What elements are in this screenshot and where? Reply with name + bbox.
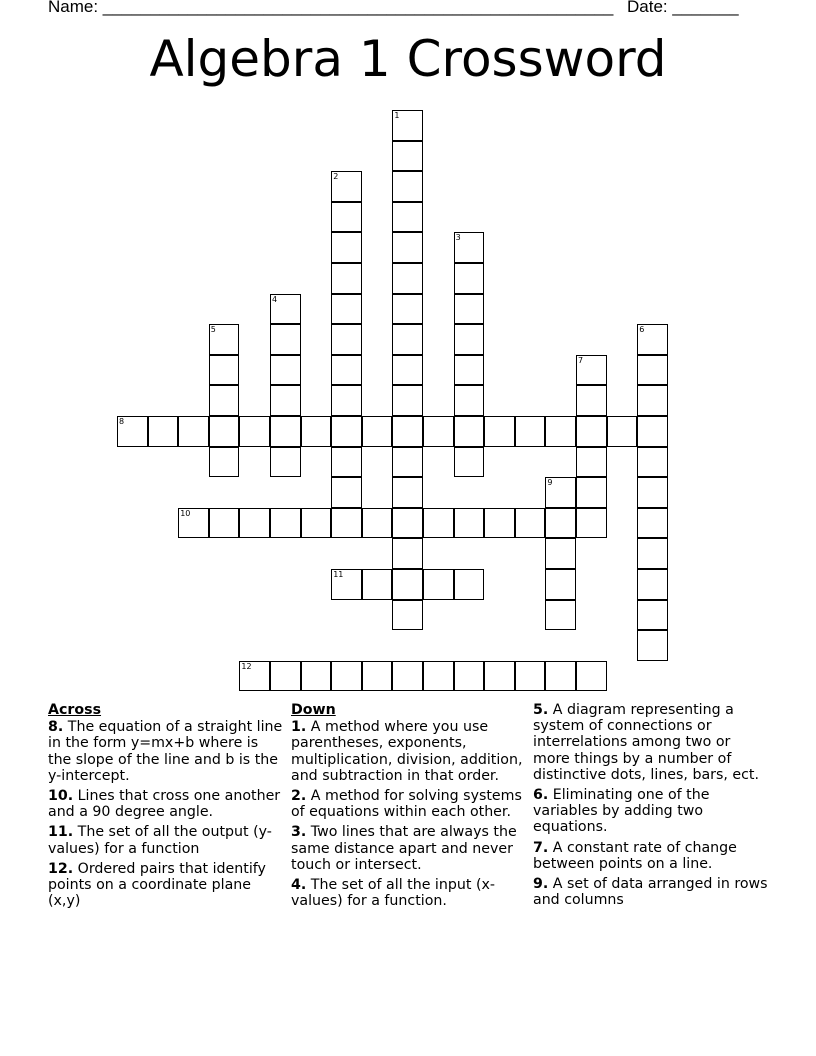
crossword-cell[interactable]	[392, 447, 423, 478]
crossword-cell[interactable]	[454, 447, 485, 478]
crossword-cell[interactable]	[454, 416, 485, 447]
clue-down-2	[291, 788, 527, 820]
crossword-cell[interactable]	[362, 508, 393, 539]
crossword-cell[interactable]	[576, 416, 607, 447]
clue-number-label: 10	[180, 508, 191, 518]
crossword-cell[interactable]	[454, 232, 485, 263]
crossword-cell[interactable]	[331, 355, 362, 386]
clue-number-label: 12	[241, 661, 252, 671]
crossword-cell[interactable]	[392, 263, 423, 294]
clue-number: 5.	[533, 702, 549, 718]
clue-number-label: 2	[333, 172, 339, 182]
clue-number: 10.	[48, 788, 74, 805]
crossword-cell[interactable]	[331, 294, 362, 325]
clue-across-11	[48, 824, 284, 856]
crossword-cell[interactable]	[178, 416, 209, 447]
crossword-cell[interactable]	[484, 416, 515, 447]
clue-text: The set of all the output (y-values) for a function	[48, 824, 272, 857]
crossword-cell[interactable]	[331, 477, 362, 508]
crossword-cell[interactable]	[423, 508, 454, 539]
crossword-cell[interactable]	[515, 661, 546, 692]
crossword-cell[interactable]	[209, 355, 240, 386]
clue-number-label: 4	[272, 294, 278, 304]
clue-text: Ordered pairs that identify points on a coordinate plane (x,y)	[48, 860, 266, 910]
crossword-cell[interactable]	[545, 661, 576, 692]
across-clues	[48, 702, 284, 913]
clue-number-label: 8	[119, 417, 125, 426]
crossword-cell[interactable]	[454, 263, 485, 294]
crossword-cell[interactable]	[270, 416, 301, 447]
crossword-cell[interactable]	[392, 385, 423, 416]
crossword-cell[interactable]	[484, 508, 515, 539]
crossword-cell[interactable]	[423, 569, 454, 600]
crossword-cell[interactable]	[484, 661, 515, 692]
crossword-cell[interactable]	[331, 232, 362, 263]
across-heading: Across	[48, 702, 102, 718]
crossword-cell[interactable]	[117, 416, 148, 447]
crossword-cell[interactable]	[454, 661, 485, 692]
crossword-cell[interactable]	[637, 538, 668, 569]
crossword-cell[interactable]	[148, 416, 179, 447]
crossword-cell[interactable]	[392, 171, 423, 202]
clue-text: Eliminating one of the variables by adding two equations.	[533, 787, 710, 836]
crossword-cell[interactable]	[178, 508, 209, 539]
crossword-cell[interactable]	[270, 385, 301, 416]
crossword-cell[interactable]	[331, 447, 362, 478]
clue-down-4	[291, 877, 527, 909]
clue-down-7	[533, 840, 769, 872]
crossword-cell[interactable]	[209, 508, 240, 539]
crossword-cell[interactable]	[515, 508, 546, 539]
crossword-cell[interactable]	[637, 477, 668, 508]
crossword-cell[interactable]	[392, 569, 423, 600]
clue-number: 7.	[533, 839, 549, 856]
clue-number: 11.	[48, 824, 74, 841]
crossword-cell[interactable]	[331, 263, 362, 294]
crossword-cell[interactable]	[454, 385, 485, 416]
crossword-cell[interactable]	[637, 600, 668, 631]
crossword-cell[interactable]	[454, 324, 485, 355]
clue-number: 1.	[291, 719, 307, 736]
crossword-cell[interactable]	[454, 294, 485, 325]
crossword-cell[interactable]	[637, 355, 668, 386]
clue-text: A diagram representing a system of connections or interrelations among two or more things by a number of distinctive dots, lines, bars, ect.	[533, 702, 759, 783]
crossword-cell[interactable]	[454, 569, 485, 600]
clue-number-label: 7	[578, 355, 584, 365]
crossword-cell[interactable]	[362, 569, 393, 600]
crossword-cell[interactable]	[270, 294, 301, 325]
crossword-cell[interactable]	[545, 416, 576, 447]
crossword-cell[interactable]	[454, 355, 485, 386]
crossword-cell[interactable]	[392, 600, 423, 631]
crossword-cell[interactable]	[331, 569, 362, 600]
crossword-cell[interactable]	[392, 232, 423, 263]
clue-number: 8.	[48, 719, 64, 736]
crossword-cell[interactable]	[362, 416, 393, 447]
crossword-cell[interactable]	[392, 661, 423, 692]
clue-number: 12.	[48, 860, 74, 877]
crossword-cell[interactable]	[545, 538, 576, 569]
crossword-cell[interactable]	[362, 661, 393, 692]
crossword-cell[interactable]	[331, 385, 362, 416]
clue-across-10	[48, 788, 284, 820]
crossword-cell[interactable]	[392, 110, 423, 141]
crossword-cell[interactable]	[270, 324, 301, 355]
clue-down-3	[291, 824, 527, 873]
crossword-cell[interactable]	[423, 661, 454, 692]
crossword-cell[interactable]	[239, 508, 270, 539]
clue-text: Lines that cross one another and a 90 degree angle.	[48, 788, 281, 821]
down-heading: Down	[291, 702, 336, 718]
crossword-cell[interactable]	[515, 416, 546, 447]
crossword-cell[interactable]	[392, 294, 423, 325]
clue-text: Two lines that are always the same distance apart and never touch or intersect.	[291, 824, 517, 873]
crossword-cell[interactable]	[301, 508, 332, 539]
crossword-cell[interactable]	[545, 477, 576, 508]
crossword-cell[interactable]	[270, 447, 301, 478]
clue-text: A set of data arranged in rows and columns	[533, 876, 768, 909]
page-title: Algebra 1 Crossword	[149, 30, 667, 88]
clue-across-12	[48, 861, 284, 910]
date-field-label: Date: _______	[627, 0, 739, 16]
crossword-cell[interactable]	[576, 385, 607, 416]
crossword-cell[interactable]	[392, 355, 423, 386]
crossword-cell[interactable]	[637, 630, 668, 661]
clue-text: A method where you use parentheses, exponents, multiplication, division, addition, and subtraction in that order.	[291, 719, 523, 784]
crossword-cell[interactable]	[209, 416, 240, 447]
crossword-cell[interactable]	[331, 416, 362, 447]
clue-down-9	[533, 876, 769, 908]
crossword-cell[interactable]	[270, 508, 301, 539]
crossword-cell[interactable]	[301, 661, 332, 692]
clue-across-8	[48, 719, 284, 784]
clue-number: 3.	[291, 824, 307, 841]
clue-number-label: 6	[639, 325, 645, 335]
crossword-cell[interactable]	[576, 508, 607, 539]
clue-number-label: 5	[210, 325, 216, 335]
crossword-cell[interactable]	[270, 661, 301, 692]
crossword-cell[interactable]	[209, 385, 240, 416]
name-field-label: Name: ______________________________________________________	[48, 0, 614, 16]
clue-down-5	[533, 702, 769, 783]
crossword-cell[interactable]	[331, 202, 362, 233]
crossword-cell[interactable]	[301, 416, 332, 447]
clue-text: A method for solving systems of equations within each other.	[291, 788, 522, 821]
crossword-cell[interactable]	[637, 416, 668, 447]
crossword-cell[interactable]	[392, 324, 423, 355]
crossword-cell[interactable]	[545, 508, 576, 539]
crossword-cell[interactable]	[576, 355, 607, 386]
crossword-cell[interactable]	[576, 477, 607, 508]
clue-number-label: 3	[455, 233, 461, 243]
crossword-cell[interactable]	[637, 569, 668, 600]
crossword-cell[interactable]	[392, 141, 423, 172]
crossword-cell[interactable]	[331, 508, 362, 539]
crossword-cell[interactable]	[545, 600, 576, 631]
crossword-cell[interactable]	[576, 661, 607, 692]
clue-number: 6.	[533, 787, 549, 804]
crossword-cell[interactable]	[454, 508, 485, 539]
crossword-cell[interactable]	[239, 661, 270, 692]
crossword-cell[interactable]	[392, 477, 423, 508]
crossword-cell[interactable]	[637, 324, 668, 355]
down-clues-continued	[533, 702, 769, 912]
crossword-cell[interactable]	[331, 661, 362, 692]
crossword-cell[interactable]	[545, 569, 576, 600]
crossword-cell[interactable]	[331, 324, 362, 355]
crossword-cell[interactable]	[423, 416, 454, 447]
crossword-cell[interactable]	[331, 171, 362, 202]
crossword-cell[interactable]	[270, 355, 301, 386]
crossword-cell[interactable]	[637, 508, 668, 539]
crossword-cell[interactable]	[392, 202, 423, 233]
crossword-cell[interactable]	[209, 447, 240, 478]
clue-down-1	[291, 719, 527, 784]
clue-down-6	[533, 787, 769, 836]
crossword-cell[interactable]	[392, 538, 423, 569]
crossword-cell[interactable]	[637, 447, 668, 478]
clue-number: 2.	[291, 788, 307, 805]
clue-number: 4.	[291, 877, 307, 894]
clue-text: The equation of a straight line in the form y=mx+b where is the slope of the line and b is the y-intercept.	[48, 719, 283, 784]
crossword-cell[interactable]	[239, 416, 270, 447]
clue-text: The set of all the input (x-values) for a function.	[291, 877, 495, 910]
crossword-cell[interactable]	[209, 324, 240, 355]
crossword-cell[interactable]	[637, 385, 668, 416]
down-clues	[291, 702, 527, 913]
clue-text: A constant rate of change between points on a line.	[533, 839, 737, 872]
crossword-cell[interactable]	[607, 416, 638, 447]
clue-number-label: 9	[547, 478, 553, 488]
clue-number-label: 1	[394, 111, 400, 120]
clue-number: 9.	[533, 876, 549, 893]
crossword-cell[interactable]	[576, 447, 607, 478]
crossword-cell[interactable]	[392, 508, 423, 539]
clue-number-label: 11	[333, 570, 344, 579]
crossword-cell[interactable]	[392, 416, 423, 447]
